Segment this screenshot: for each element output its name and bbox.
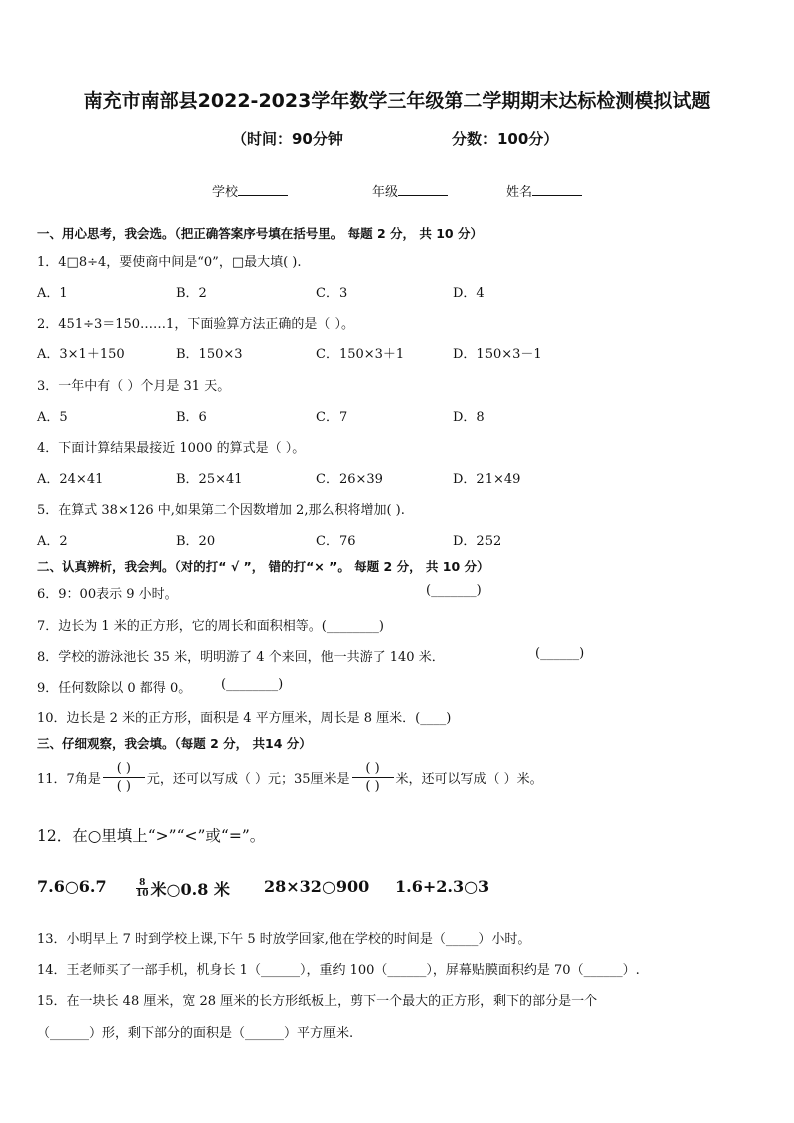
- q12-item-4[interactable]: 1.6+2.3○3: [395, 877, 490, 896]
- q3-option-a[interactable]: A．5: [37, 410, 68, 425]
- school-label: 学校: [212, 185, 239, 200]
- school-field[interactable]: [212, 181, 288, 200]
- section-2-heading: 二、认真辨析，我会判。（对的打“ √ ”， 错的打“× ”。 每题 2 分， 共 10 分）: [37, 559, 490, 574]
- q4-option-a[interactable]: A．24×41: [37, 472, 104, 487]
- question-6: 6．9：00表示 9 小时。: [37, 587, 178, 602]
- q4-option-d[interactable]: D．21×49: [453, 472, 521, 487]
- q4-option-b[interactable]: B．25×41: [176, 472, 243, 487]
- school-blank[interactable]: [238, 182, 288, 196]
- q11-fraction-2[interactable]: [352, 760, 394, 795]
- q9-answer-paren[interactable]: (________): [221, 677, 284, 692]
- section-1-heading: 一、用心思考，我会选。（把正确答案序号填在括号里。 每题 2 分， 共 10 分）: [37, 226, 483, 241]
- question-15-line-2: （______）形，剩下部分的面积是（______）平方厘米.: [37, 1026, 354, 1041]
- q3-option-c[interactable]: C．7: [316, 410, 348, 425]
- q1-option-b[interactable]: B．2: [176, 286, 207, 301]
- question-12: 12．在○里填上“>”“<”或“=”。: [37, 827, 266, 845]
- question-11: [37, 760, 543, 795]
- grade-blank[interactable]: [398, 182, 448, 196]
- q2-option-d[interactable]: D．150×3－1: [453, 347, 542, 362]
- q2-option-a[interactable]: A．3×1＋150: [37, 347, 125, 362]
- q8-answer-paren[interactable]: (______): [535, 646, 585, 661]
- q5-option-a[interactable]: A．2: [37, 534, 68, 549]
- grade-field[interactable]: [372, 181, 448, 200]
- q5-option-d[interactable]: D．252: [453, 534, 502, 549]
- q11-frac2-denominator[interactable]: ( ): [365, 779, 380, 794]
- question-14: 14．王老师买了一部手机，机身长 1（______），重约 100（______），屏幕贴膜面积约是 70（______）.: [37, 963, 640, 978]
- q11-frac1-denominator[interactable]: ( ): [116, 779, 131, 794]
- q11-part-c: 米，还可以写成（ ）米。: [395, 772, 543, 787]
- question-7: 7．边长为 1 米的正方形，它的周长和面积相等。(________): [37, 619, 384, 634]
- name-field[interactable]: [506, 181, 582, 200]
- q12-frac-numerator: 8: [139, 878, 146, 888]
- q11-fraction-1[interactable]: [103, 760, 145, 795]
- q6-answer-paren[interactable]: (_______): [426, 583, 482, 598]
- q2-option-b[interactable]: B．150×3: [176, 347, 243, 362]
- q1-option-d[interactable]: D．4: [453, 286, 485, 301]
- q11-part-a: 11．7角是: [37, 772, 101, 787]
- q1-option-a[interactable]: A．1: [37, 286, 68, 301]
- exam-score: 分数：100分）: [452, 130, 559, 148]
- q1-option-c[interactable]: C．3: [316, 286, 348, 301]
- section-3-heading: 三、仔细观察，我会填。（每题 2 分， 共14 分）: [37, 736, 312, 751]
- q12-item-3[interactable]: 28×32○900: [264, 877, 370, 896]
- q11-frac1-numerator[interactable]: ( ): [116, 761, 131, 776]
- q12-frac-denominator: 10: [136, 889, 149, 899]
- q5-option-c[interactable]: C．76: [316, 534, 356, 549]
- q11-part-b: 元，还可以写成（ ）元；35厘米是: [146, 772, 350, 787]
- q3-option-d[interactable]: D．8: [453, 410, 485, 425]
- q5-option-b[interactable]: B．20: [176, 534, 216, 549]
- question-8: 8．学校的游泳池长 35 米，明明游了 4 个来回，他一共游了 140 米．: [37, 650, 445, 665]
- q4-option-c[interactable]: C．26×39: [316, 472, 383, 487]
- question-13: 13．小明早上 7 时到学校上课,下午 5 时放学回家,他在学校的时间是（_____）小时。: [37, 932, 531, 947]
- q2-option-c[interactable]: C．150×3＋1: [316, 347, 405, 362]
- name-blank[interactable]: [532, 182, 582, 196]
- q3-option-b[interactable]: B．6: [176, 410, 207, 425]
- q11-frac2-numerator[interactable]: ( ): [365, 761, 380, 776]
- question-5: 5．在算式 38×126 中,如果第二个因数增加 2,那么积将增加( ).: [37, 503, 405, 518]
- page-title: 南充市南部县2022-2023学年数学三年级第二学期期末达标检测模拟试题: [83, 90, 711, 112]
- question-3: 3．一年中有（ ）个月是 31 天。: [37, 379, 231, 394]
- q12-item-1[interactable]: 7.6○6.7: [37, 877, 107, 896]
- question-4: 4．下面计算结果最接近 1000 的算式是（ ）。: [37, 441, 306, 456]
- question-10: 10．边长是 2 米的正方形，面积是 4 平方厘米，周长是 8 厘米．(____): [37, 711, 452, 726]
- question-2: 2．451÷3＝150……1，下面验算方法正确的是（ ）。: [37, 317, 354, 332]
- q12-item-2-text: 米○0.8 米: [150, 880, 230, 899]
- question-9: 9．任何数除以 0 都得 0。: [37, 681, 192, 696]
- q12-small-fraction: [136, 878, 149, 899]
- question-1: 1．4□8÷4，要使商中间是“0”，□最大填( ).: [37, 255, 302, 270]
- grade-label: 年级: [372, 185, 399, 200]
- q12-item-2[interactable]: [136, 877, 230, 900]
- question-15-line-1: 15．在一块长 48 厘米，宽 28 厘米的长方形纸板上，剪下一个最大的正方形，剩下的部分是一个: [37, 994, 598, 1009]
- exam-time: （时间：90分钟: [232, 130, 343, 148]
- name-label: 姓名: [506, 185, 533, 200]
